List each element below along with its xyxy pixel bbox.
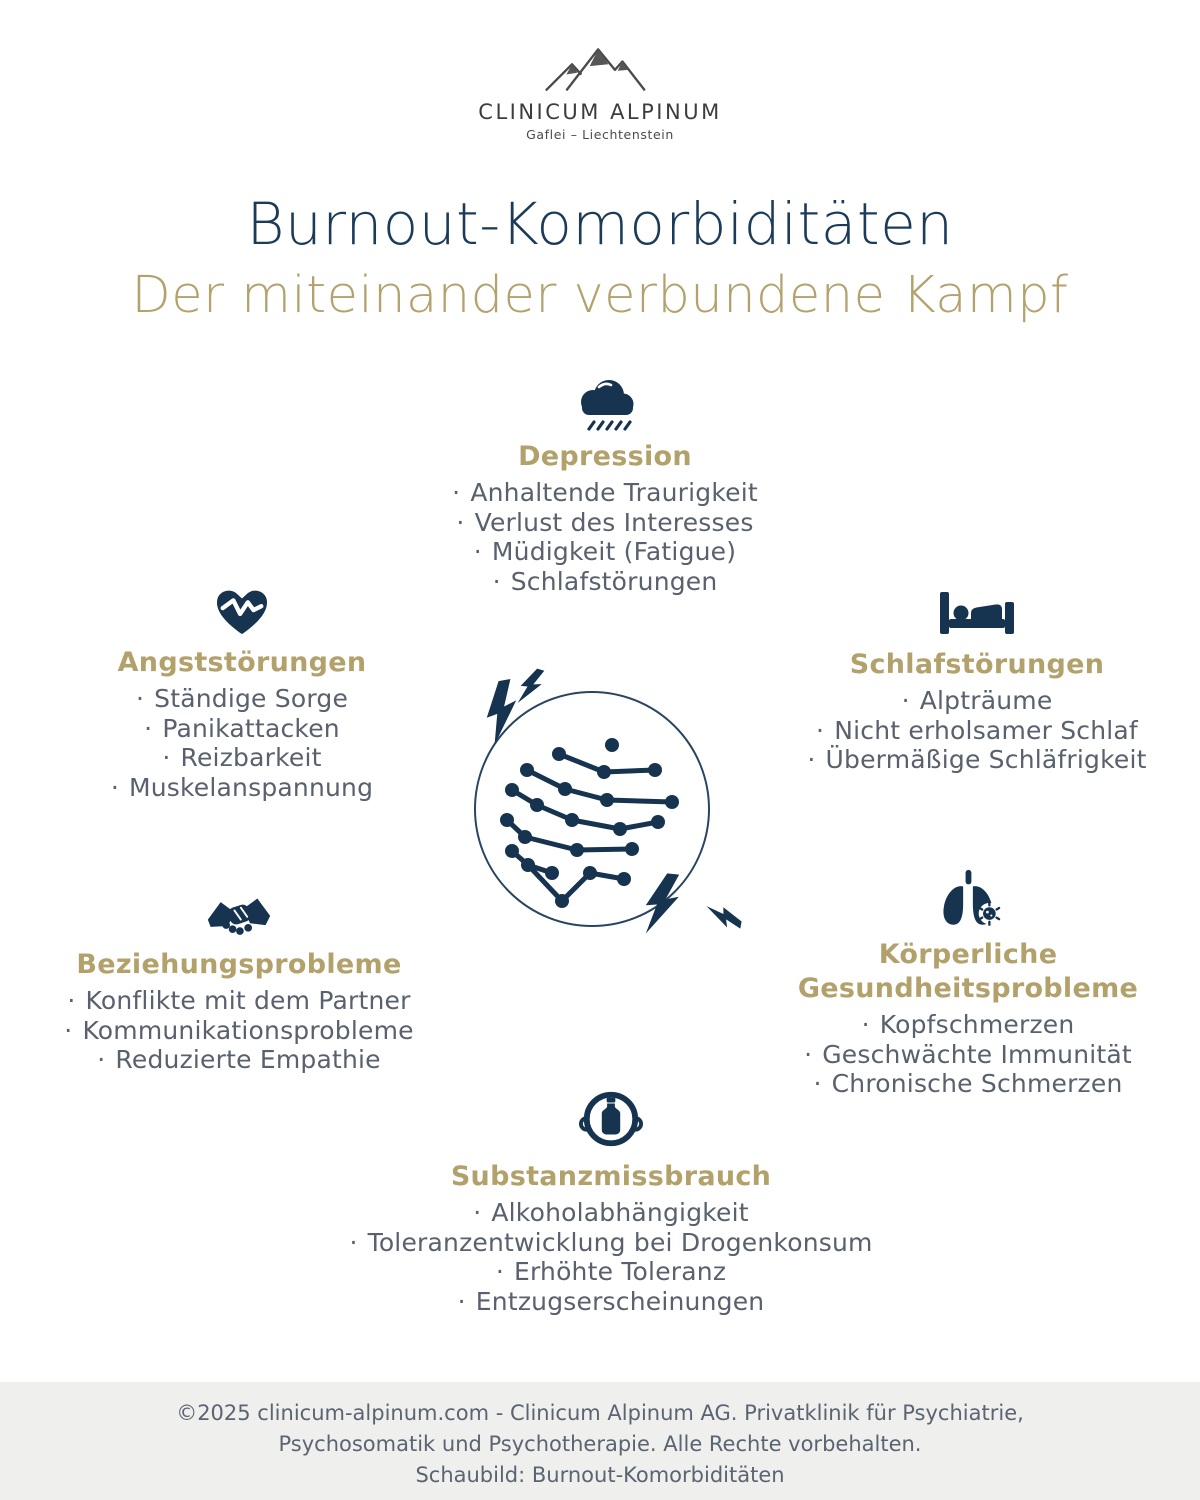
symptom-item — [308, 1198, 914, 1228]
symptom-text: Reduzierte Empathie — [115, 1045, 381, 1074]
bullet-dot: · — [492, 566, 501, 596]
page-title: Burnout-Komorbiditäten — [246, 190, 954, 258]
symptom-item — [300, 537, 910, 567]
section-beziehungsprobleme — [28, 890, 450, 1075]
footer-caption: Schaubild: Burnout-Komorbiditäten — [415, 1463, 785, 1487]
bullet-dot: · — [816, 715, 825, 745]
section-title-schlafstoerungen: Schlafstörungen — [849, 649, 1105, 680]
symptom-item — [758, 1040, 1178, 1070]
symptom-text: Reizbarkeit — [180, 743, 322, 772]
bullet-dot: · — [901, 686, 910, 715]
symptom-list-beziehungsprobleme — [28, 986, 450, 1075]
symptom-text: Alpträume — [919, 686, 1053, 715]
bullet-dot: · — [473, 1198, 482, 1227]
symptom-item — [308, 1257, 914, 1287]
symptom-text: Ständige Sorge — [154, 684, 349, 713]
symptom-text: Erhöhte Toleranz — [513, 1257, 727, 1286]
symptom-text: Entzugserscheinungen — [475, 1286, 765, 1316]
symptom-item — [42, 684, 442, 714]
mountain-logo-icon — [530, 40, 670, 96]
footer — [0, 1382, 1200, 1500]
symptom-text: Geschwächte Immunität — [822, 1039, 1132, 1069]
bullet-dot: · — [64, 1015, 73, 1045]
bullet-dot: · — [456, 507, 465, 537]
bullet-dot: · — [349, 1227, 358, 1257]
symptom-list-depression — [300, 478, 910, 596]
heart-pulse-icon — [211, 584, 273, 638]
symptom-text: Nicht erholsamer Schlaf — [834, 715, 1138, 745]
bullet-dot: · — [162, 743, 171, 772]
section-title-substanzmissbrauch: Substanzmissbrauch — [450, 1161, 772, 1192]
symptom-item — [308, 1228, 914, 1258]
symptom-text: Muskelanspannung — [128, 772, 374, 802]
copyright-line-1: ©2025 clinicum-alpinum.com - Clinicum Alpinum AG. Privatklinik für Psychiatrie, — [176, 1401, 1024, 1425]
bullet-dot: · — [813, 1069, 822, 1098]
symptom-text: Anhaltende Traurigkeit — [470, 478, 758, 507]
symptom-item — [308, 1287, 914, 1317]
symptom-item — [777, 686, 1177, 716]
section-substanzmissbrauch — [308, 1086, 914, 1316]
bullet-dot: · — [144, 713, 153, 743]
bullet-dot: · — [804, 1039, 813, 1069]
symptom-list-schlafstoerungen — [777, 686, 1177, 775]
bullet-dot: · — [135, 684, 145, 713]
bullet-dot: · — [67, 986, 76, 1015]
clinic-logo — [0, 40, 1200, 142]
symptom-text: Panikattacken — [162, 713, 340, 743]
bullet-dot: · — [97, 1045, 106, 1074]
clinic-name: CLINICUM ALPINUM — [478, 100, 722, 124]
symptom-item — [300, 478, 910, 508]
rain-cloud-icon — [567, 372, 643, 432]
section-title-depression: Depression — [518, 441, 692, 472]
symptom-text: Schlafstörungen — [510, 566, 718, 596]
symptom-item — [42, 773, 442, 803]
bullet-dot: · — [110, 772, 119, 802]
section-title-angststoerungen: Angststörungen — [117, 647, 367, 678]
bullet-dot: · — [861, 1010, 870, 1039]
symptom-text: Chronische Schmerzen — [831, 1069, 1123, 1098]
handshake-icon — [206, 890, 272, 940]
bullet-dot: · — [457, 1286, 466, 1316]
symptom-text: Toleranzentwicklung bei Drogenkonsum — [367, 1227, 873, 1257]
bullet-dot: · — [473, 537, 482, 566]
bottle-icon — [579, 1086, 643, 1152]
symptom-text: Konflikte mit dem Partner — [85, 986, 411, 1015]
symptom-item — [42, 743, 442, 773]
section-depression — [300, 372, 910, 596]
section-title-beziehungsprobleme: Beziehungsprobleme — [76, 949, 402, 980]
lungs-virus-icon — [934, 868, 1002, 930]
symptom-item — [28, 986, 450, 1016]
symptom-item — [777, 745, 1177, 775]
symptom-item — [758, 1010, 1178, 1040]
bullet-dot: · — [495, 1257, 504, 1286]
symptom-text: Kommunikationsprobleme — [82, 1015, 414, 1045]
bullet-dot: · — [807, 745, 816, 774]
section-angststoerungen — [42, 584, 442, 802]
symptom-text: Übermäßige Schläfrigkeit — [825, 745, 1147, 774]
brain-network-illustration — [440, 645, 755, 960]
copyright-line-2: Psychosomatik und Psychotherapie. Alle Rechte vorbehalten. — [278, 1432, 922, 1456]
bullet-dot: · — [452, 478, 461, 507]
symptom-list-substanzmissbrauch — [308, 1198, 914, 1316]
section-koerperliche-gesundheitsprobleme — [758, 868, 1178, 1099]
page-subtitle: Der miteinander verbundene Kampf — [131, 266, 1069, 325]
section-schlafstoerungen — [777, 586, 1177, 775]
symptom-item — [28, 1045, 450, 1075]
symptom-text: Verlust des Interesses — [474, 507, 754, 537]
symptom-text: Müdigkeit (Fatigue) — [491, 537, 737, 566]
symptom-item — [300, 508, 910, 538]
symptom-item — [42, 714, 442, 744]
clinic-location: Gaflei – Liechtenstein — [526, 127, 674, 142]
symptom-list-angststoerungen — [42, 684, 442, 802]
section-title-koerperliche-gesundheitsprobleme: Körperliche Gesundheitsprobleme — [797, 939, 1139, 1004]
symptom-item — [28, 1016, 450, 1046]
bed-icon — [937, 586, 1017, 640]
symptom-text: Alkoholabhängigkeit — [491, 1198, 749, 1227]
symptom-text: Kopfschmerzen — [879, 1010, 1075, 1039]
symptom-item — [777, 716, 1177, 746]
